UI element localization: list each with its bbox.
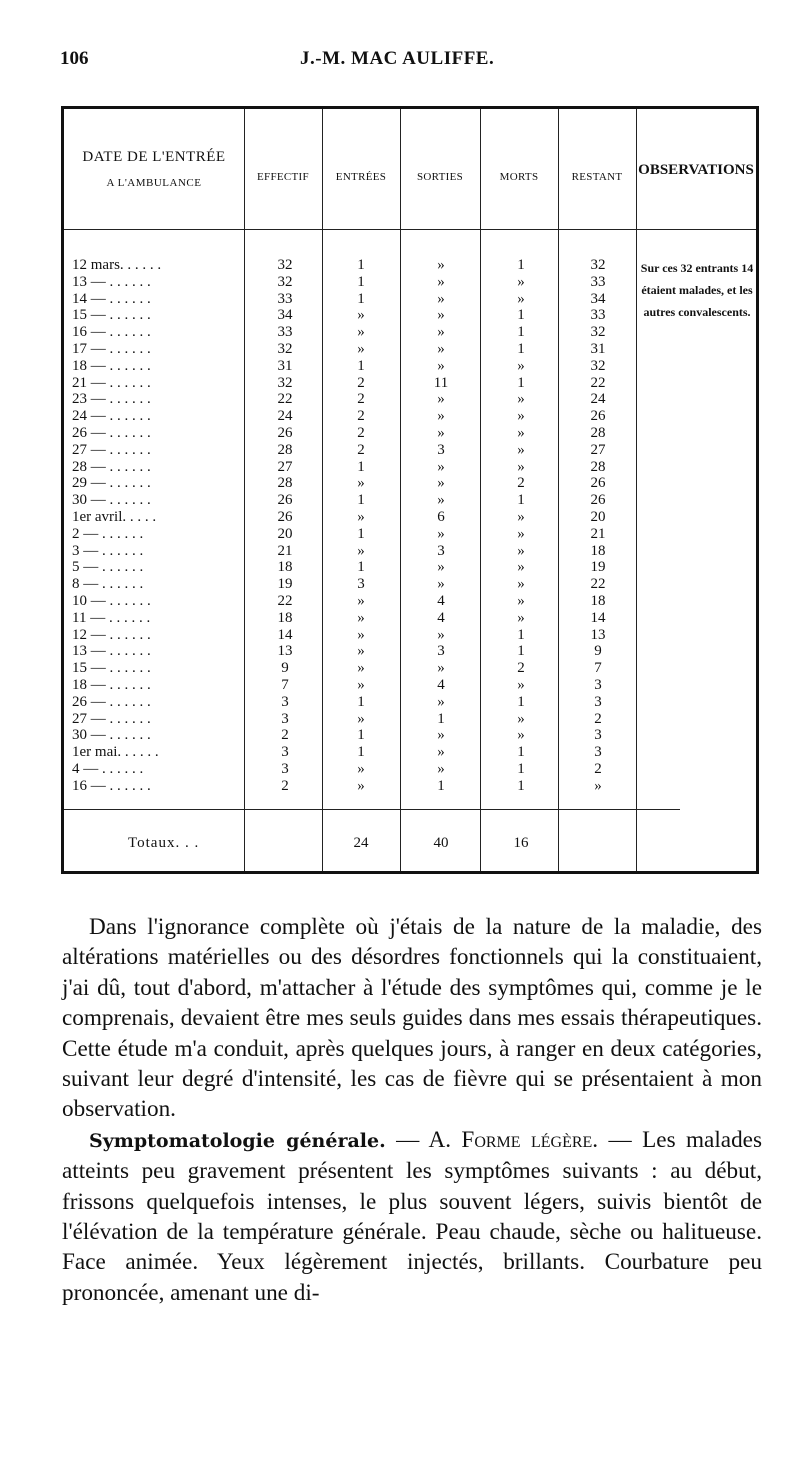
header-effectif: EFFECTIF [257,171,309,183]
row-restant: 9 [594,643,602,660]
row-date: 11 — . . . . . . [72,609,151,626]
row-entrees: 2 [357,391,365,408]
row-sorties: 3 [437,441,445,458]
row-entrees: 2 [357,441,365,458]
table-row [64,593,684,609]
row-effectif: 2 [281,777,289,794]
row-effectif: 18 [277,609,293,626]
table-row [64,643,684,659]
row-morts: 1 [517,643,525,660]
row-date: 13 — . . . . . . [72,273,151,290]
row-date: 2 — . . . . . . [72,525,144,542]
table-row [64,291,684,307]
row-date: 24 — . . . . . . [72,408,151,425]
row-entrees: 1 [357,727,365,744]
row-entrees: » [357,475,365,492]
row-entrees: 1 [357,559,365,576]
row-effectif: 26 [277,492,293,509]
row-entrees: » [357,761,365,777]
body-text [62,912,762,1308]
row-entrees: » [357,542,365,559]
section-subhead: Symptomatologie générale. [89,1129,386,1152]
row-morts: 1 [517,761,525,777]
table-row [64,543,684,559]
table-row [64,442,684,458]
row-entrees: » [357,660,365,677]
table-row [64,576,684,592]
running-title: J.-M. MAC AULIFFE. [300,48,495,69]
row-restant: 20 [590,509,606,525]
row-restant: » [594,777,602,794]
row-date: 30 — . . . . . . [72,727,151,744]
row-entrees: 1 [357,458,365,475]
row-sorties: » [437,257,445,273]
row-date: 13 — . . . . . . [72,643,151,660]
row-effectif: 26 [277,509,293,525]
row-restant: 14 [590,609,606,626]
row-sorties: » [437,525,445,542]
row-entrees: 1 [357,693,365,710]
row-sorties: 4 [437,609,445,626]
row-sorties: » [437,626,445,643]
row-morts: 2 [517,475,525,492]
row-entrees: » [357,710,365,727]
row-date: 16 — . . . . . . [72,777,151,794]
table-row [64,257,684,273]
table-row [64,677,684,693]
table-row [64,711,684,727]
row-date: 15 — . . . . . . [72,660,151,677]
row-restant: 33 [590,273,606,290]
row-entrees: 2 [357,425,365,441]
table-row [64,459,684,475]
row-restant: 32 [590,324,606,341]
header-observations: OBSERVATIONS [638,162,754,178]
totals-label: Totaux. . . [128,835,200,851]
row-morts: » [517,425,525,441]
paragraph-text: — Les malades atteints peu gravement présentent les symptômes suivants : au début, frissons quelquefois intenses, le plus souvent légers, suivis bientôt de l'élévation de la température générale. Peau chaude, sèche ou halitueuse. Face animée. Yeux légèrement injectés, brillants. Courbature peu prononcée, amenant une di- [62,1126,762,1306]
row-restant: 31 [590,341,606,357]
row-sorties: » [437,458,445,475]
row-sorties: » [437,307,445,324]
row-date: 30 — . . . . . . [72,492,151,509]
row-restant: 3 [594,727,602,744]
header-rule [64,229,756,230]
row-effectif: 34 [277,307,293,324]
row-effectif: 32 [277,341,293,357]
row-restant: 2 [594,761,602,777]
row-sorties: » [437,559,445,576]
row-restant: 7 [594,660,602,677]
row-morts: » [517,357,525,374]
row-effectif: 22 [277,391,293,408]
row-date: 29 — . . . . . . [72,475,151,492]
row-morts: » [517,391,525,408]
row-sorties: 1 [437,777,445,794]
table-row [64,375,684,391]
row-date: 26 — . . . . . . [72,693,151,710]
row-morts: » [517,727,525,744]
row-sorties: » [437,273,445,290]
row-entrees: 1 [357,257,365,273]
row-effectif: 19 [277,576,293,593]
row-morts: » [517,559,525,576]
table-row [64,391,684,407]
row-date: 14 — . . . . . . [72,290,151,307]
section-title: Forme légère. [461,1126,599,1153]
row-restant: 19 [590,559,606,576]
row-sorties: » [437,475,445,492]
table-row [64,425,684,441]
row-morts: 1 [517,307,525,324]
row-restant: 22 [590,576,606,593]
table-row [64,492,684,508]
row-morts: 1 [517,777,525,794]
row-entrees: » [357,324,365,341]
row-morts: 1 [517,324,525,341]
row-date: 16 — . . . . . . [72,324,151,341]
row-sorties: » [437,693,445,710]
ambulance-table [61,106,759,874]
row-entrees: » [357,677,365,693]
row-restant: 3 [594,693,602,710]
row-date: 3 — . . . . . . [72,542,144,559]
row-entrees: » [357,626,365,643]
table-row [64,341,684,357]
row-effectif: 21 [277,542,293,559]
row-effectif: 28 [277,475,293,492]
row-date: 15 — . . . . . . [72,307,151,324]
row-restant: 24 [590,391,606,408]
row-date: 18 — . . . . . . [72,357,151,374]
row-restant: 18 [590,542,606,559]
row-entrees: » [357,643,365,660]
row-restant: 32 [590,257,606,273]
row-effectif: 32 [277,374,293,391]
table-row [64,744,684,760]
table-row [64,509,684,525]
row-entrees: 1 [357,273,365,290]
row-restant: 18 [590,593,606,609]
row-effectif: 26 [277,425,293,441]
row-effectif: 3 [281,761,289,777]
row-effectif: 9 [281,660,289,677]
row-restant: 34 [590,290,606,307]
row-sorties: » [437,391,445,408]
row-morts: » [517,677,525,693]
row-morts: 1 [517,744,525,761]
row-restant: 32 [590,357,606,374]
row-morts: » [517,509,525,525]
row-restant: 26 [590,475,606,492]
row-effectif: 31 [277,357,293,374]
row-restant: 2 [594,710,602,727]
totals-rule [64,809,680,810]
row-morts: » [517,458,525,475]
row-date: 1er avril. . . . . [72,509,157,525]
row-sorties: » [437,425,445,441]
row-morts: 1 [517,374,525,391]
row-sorties: » [437,341,445,357]
table-row [64,408,684,424]
row-effectif: 28 [277,441,293,458]
row-restant: 28 [590,425,606,441]
row-morts: 2 [517,660,525,677]
table-row [64,761,684,777]
row-morts: » [517,576,525,593]
row-sorties: » [437,660,445,677]
table-row [64,559,684,575]
row-restant: 33 [590,307,606,324]
row-effectif: 2 [281,727,289,744]
row-morts: » [517,593,525,609]
row-effectif: 18 [277,559,293,576]
row-effectif: 32 [277,257,293,273]
table-row [64,610,684,626]
row-sorties: » [437,324,445,341]
row-morts: » [517,609,525,626]
row-morts: » [517,441,525,458]
row-morts: » [517,525,525,542]
row-date: 5 — . . . . . . [72,559,144,576]
row-sorties: 4 [437,677,445,693]
row-morts: » [517,290,525,307]
row-effectif: 20 [277,525,293,542]
row-restant: 3 [594,677,602,693]
row-entrees: » [357,777,365,794]
row-restant: 26 [590,492,606,509]
row-entrees: 1 [357,357,365,374]
row-effectif: 32 [277,273,293,290]
row-sorties: 11 [433,374,449,391]
row-morts: » [517,542,525,559]
row-date: 12 — . . . . . . [72,626,151,643]
row-entrees: » [357,593,365,609]
row-effectif: 3 [281,744,289,761]
row-morts: 1 [517,693,525,710]
running-head [60,48,760,74]
table-row [64,307,684,323]
header-entrees: ENTRÉES [335,171,387,183]
row-effectif: 3 [281,710,289,727]
row-entrees: 2 [357,408,365,425]
row-date: 28 — . . . . . . [72,458,151,475]
row-entrees: 3 [357,576,365,593]
row-effectif: 13 [277,643,293,660]
row-date: 18 — . . . . . . [72,677,151,693]
row-morts: 1 [517,257,525,273]
table-row [64,627,684,643]
row-date: 27 — . . . . . . [72,710,151,727]
totals-entrees: 24 [353,835,369,851]
row-entrees: 1 [357,525,365,542]
row-sorties: 6 [437,509,445,525]
row-date: 17 — . . . . . . [72,341,151,357]
table-row [64,694,684,710]
table-row [64,727,684,743]
row-restant: 3 [594,744,602,761]
row-morts: » [517,408,525,425]
row-date: 10 — . . . . . . [72,593,151,609]
row-effectif: 24 [277,408,293,425]
row-sorties: 4 [437,593,445,609]
row-restant: 13 [590,626,606,643]
header-sorties: SORTIES [416,171,464,183]
row-sorties: » [437,576,445,593]
row-entrees: 2 [357,374,365,391]
row-effectif: 3 [281,693,289,710]
row-entrees: 1 [357,492,365,509]
table-row [64,778,684,794]
row-effectif: 33 [277,324,293,341]
row-date: 8 — . . . . . . [72,576,144,593]
dash-text: — A. [385,1126,462,1153]
row-morts: » [517,273,525,290]
table-row [64,358,684,374]
row-restant: 22 [590,374,606,391]
row-effectif: 7 [281,677,289,693]
row-entrees: 1 [357,744,365,761]
row-morts: 1 [517,492,525,509]
totals-morts: 16 [513,835,529,851]
table-row [64,526,684,542]
row-morts: » [517,710,525,727]
table-row [64,660,684,676]
totals-sorties: 40 [433,835,449,851]
row-restant: 27 [590,441,606,458]
row-sorties: 1 [437,710,445,727]
row-sorties: » [437,744,445,761]
row-entrees: » [357,341,365,357]
header-morts: MORTS [499,171,539,183]
row-restant: 21 [590,525,606,542]
row-sorties: » [437,727,445,744]
row-morts: 1 [517,626,525,643]
row-effectif: 33 [277,290,293,307]
row-date: 23 — . . . . . . [72,391,151,408]
row-date: 26 — . . . . . . [72,425,151,441]
row-entrees: » [357,509,365,525]
row-restant: 28 [590,458,606,475]
row-date: 27 — . . . . . . [72,441,151,458]
row-effectif: 22 [277,593,293,609]
row-date: 12 mars. . . . . . [72,257,162,273]
header-restant: RESTANT [571,171,623,183]
paragraph: Dans l'ignorance complète où j'étais de la nature de la maladie, des altérations matérielles ou des désordres fonctionnels qui la constituaient, j'ai dû, tout d'abord, m'attacher à l'étude des symptômes qui, comme je le comprenais, devaient être mes seuls guides dans mes essais thérapeutiques. Cette étude m'a conduit, après quelques jours, à ranger en deux catégories, suivant leur degré d'intensité, les cas de fièvre qui se présentaient à mon observation. [62,914,762,1123]
row-effectif: 27 [277,458,293,475]
row-restant: 26 [590,408,606,425]
observation-note: Sur ces 32 entrants 14 étaient malades, et les autres convalescents. [640,261,754,319]
row-date: 1er mai. . . . . . [72,744,159,761]
row-sorties: » [437,290,445,307]
row-sorties: » [437,761,445,777]
row-sorties: 3 [437,542,445,559]
totals-row [64,835,684,853]
row-sorties: 3 [437,643,445,660]
row-sorties: » [437,492,445,509]
row-entrees: » [357,609,365,626]
table-row [64,274,684,290]
row-entrees: 1 [357,290,365,307]
paragraph [62,1125,762,1308]
row-sorties: » [437,408,445,425]
row-date: 21 — . . . . . . [72,374,151,391]
page-number: 106 [60,48,89,69]
row-effectif: 14 [277,626,293,643]
row-date: 4 — . . . . . . [72,761,144,777]
header-date: DATE DE L'ENTRÉE [82,149,226,165]
table-row [64,475,684,491]
row-sorties: » [437,357,445,374]
row-entrees: » [357,307,365,324]
header-date-sub: A L'AMBULANCE [106,177,202,189]
table-row [64,324,684,340]
row-morts: 1 [517,341,525,357]
